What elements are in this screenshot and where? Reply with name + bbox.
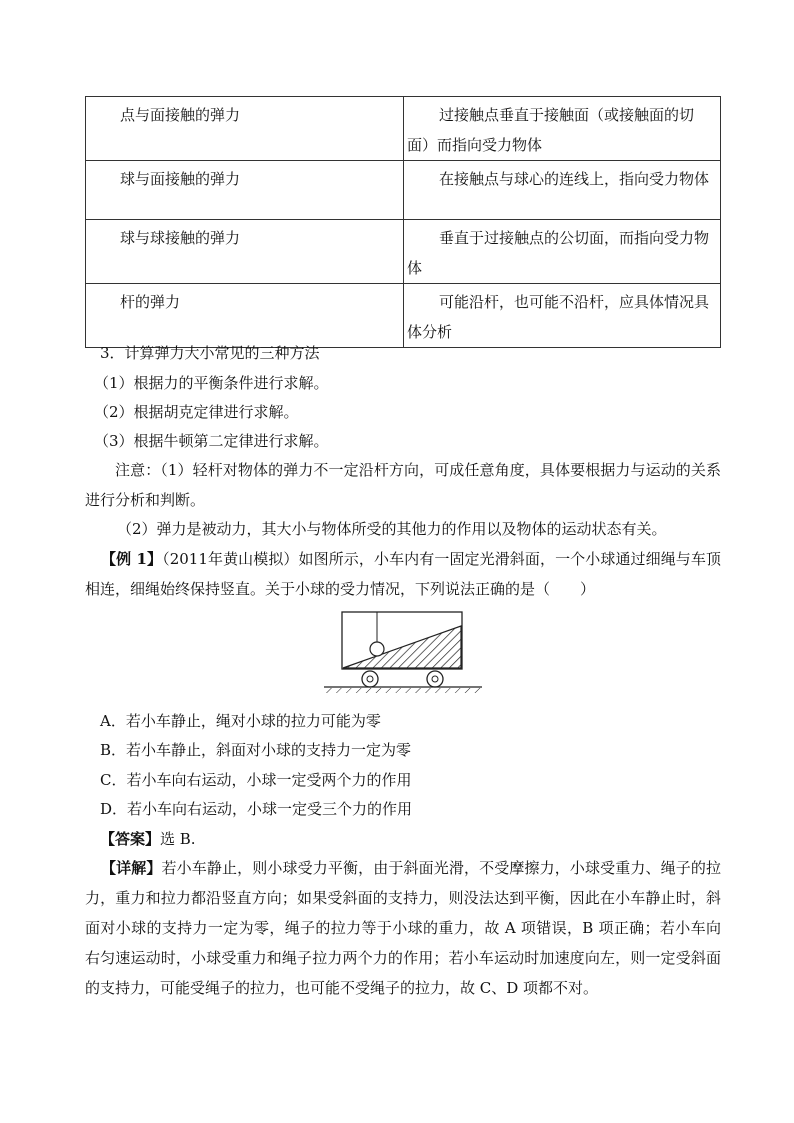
answer-label: 【答案】 bbox=[100, 830, 161, 848]
example-label: 【例 1】 bbox=[101, 550, 163, 568]
answer-line bbox=[100, 824, 740, 854]
method-item: （1）根据力的平衡条件进行求解。 bbox=[94, 374, 329, 392]
detail-paragraph bbox=[85, 853, 721, 1003]
force-direction-cell: 过接触点垂直于接触面（或接触面的切面）而指向受力物体 bbox=[404, 97, 721, 161]
force-type-cell: 球与球接触的弹力 bbox=[86, 220, 404, 284]
elastic-force-direction-table bbox=[85, 96, 721, 348]
method-item: （2）根据胡克定律进行求解。 bbox=[94, 403, 299, 421]
table-row bbox=[86, 220, 721, 284]
incline bbox=[343, 626, 461, 668]
cart-incline-figure bbox=[322, 608, 502, 694]
option-c: C．若小车向右运动，小球一定受两个力的作用 bbox=[100, 771, 412, 789]
force-type-cell: 球与面接触的弹力 bbox=[86, 161, 404, 220]
force-type-cell: 点与面接触的弹力 bbox=[86, 97, 404, 161]
force-direction-cell: 垂直于过接触点的公切面，而指向受力物体 bbox=[404, 220, 721, 284]
table-row bbox=[86, 97, 721, 161]
method-item: （3）根据牛顿第二定律进行求解。 bbox=[94, 432, 329, 450]
force-direction-cell: 可能沿杆，也可能不沿杆，应具体情况具体分析 bbox=[404, 284, 721, 348]
detail-text: 若小车静止，则小球受力平衡，由于斜面光滑，不受摩擦力，小球受重力、绳子的拉力，重力和拉力都沿竖直方向；如果受斜面的支持力，则没法达到平衡，因此在小车静止时，斜面对小球的支持力一定为零，绳子的拉力等于小球的重力，故 A 项错误，B 项正确；若小车向右匀速运动时，小球受重力和绳子拉力两个力的作用；若小车运动时加速度向左，则一定受斜面的支持力，可能受绳子的拉力，也可能不受绳子的拉力，故 C、D 项都不对。 bbox=[85, 859, 721, 997]
note-paragraph: （2）弹力是被动力，其大小与物体所受的其他力的作用以及物体的运动状态有关。 bbox=[117, 520, 667, 538]
option-d: D．若小车向右运动，小球一定受三个力的作用 bbox=[100, 800, 413, 818]
ball bbox=[370, 642, 384, 656]
answer-text: 选 B. bbox=[160, 830, 196, 848]
section-heading: 3．计算弹力大小常见的三种方法 bbox=[100, 344, 320, 362]
example-text: （2011年黄山模拟）如图所示，小车内有一固定光滑斜面，一个小球通过细绳与车顶相连，细绳始终保持竖直。关于小球的受力情况，下列说法正确的是（ ） bbox=[85, 550, 721, 598]
table-row bbox=[86, 161, 721, 220]
option-b: B．若小车静止，斜面对小球的支持力一定为零 bbox=[100, 741, 412, 759]
example-question bbox=[85, 544, 721, 604]
detail-label: 【详解】 bbox=[101, 859, 162, 877]
note-paragraph: 注意：（1）轻杆对物体的弹力不一定沿杆方向，可成任意角度，具体要根据力与运动的关系进行分析和判断。 bbox=[85, 461, 721, 509]
force-type-cell: 杆的弹力 bbox=[86, 284, 404, 348]
ground-hatch bbox=[324, 688, 482, 693]
option-a: A．若小车静止，绳对小球的拉力可能为零 bbox=[100, 712, 381, 730]
force-direction-cell: 在接触点与球心的连线上，指向受力物体 bbox=[404, 161, 721, 220]
